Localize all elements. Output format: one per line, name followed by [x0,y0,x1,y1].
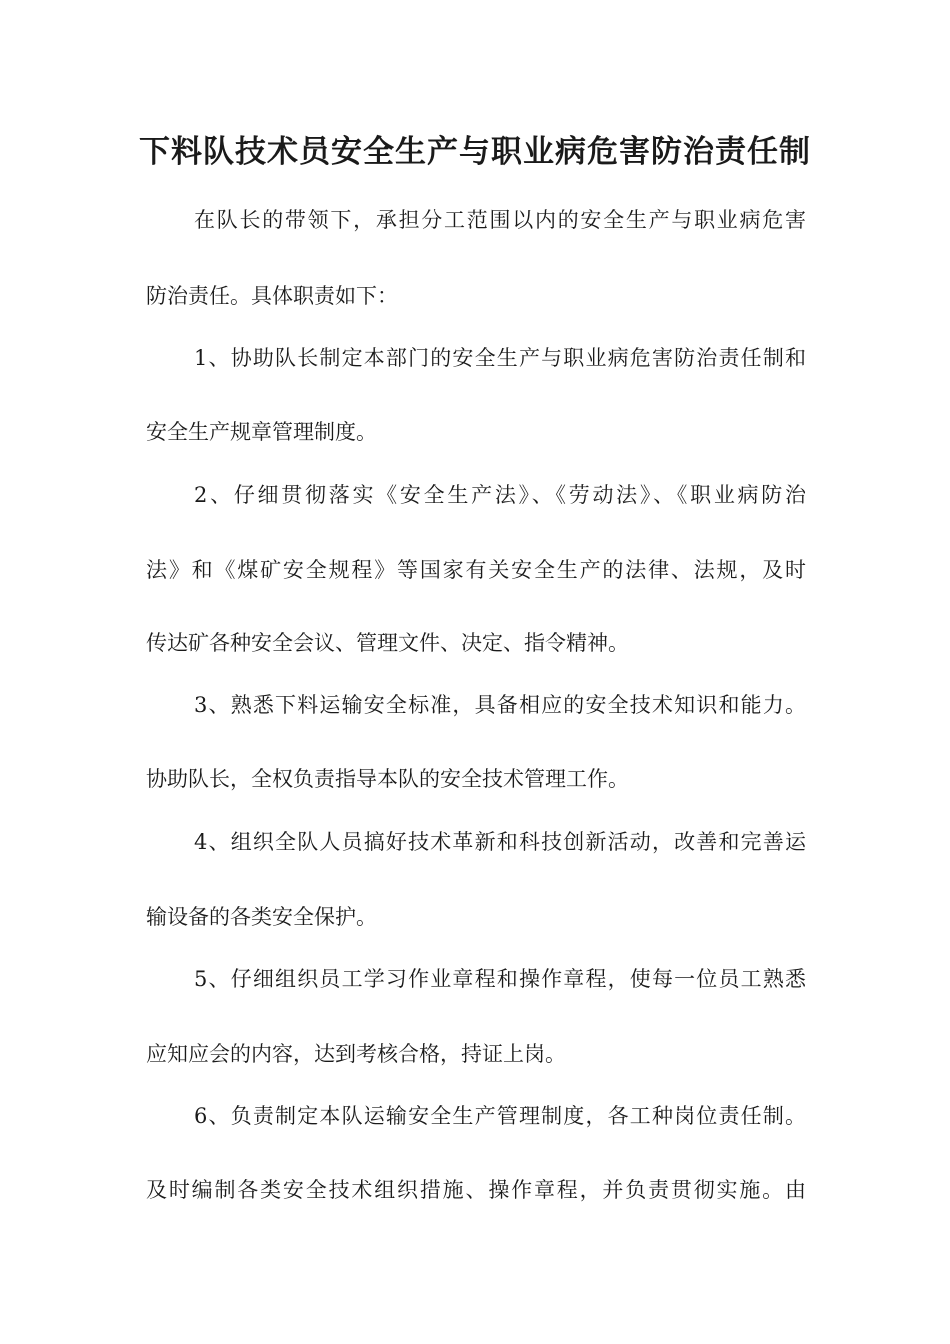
item-2-line-2: 法》和《煤矿安全规程》等国家有关安全生产的法律、法规，及时 [146,558,806,582]
item-2-line-3: 传达矿各种安全会议、管理文件、决定、指令精神。 [146,631,629,655]
item-4-line-1: 4、组织全队人员搞好技术革新和科技创新活动，改善和完善运 [194,830,806,854]
paragraph-intro-line-2: 防治责任。具体职责如下： [146,284,398,308]
item-2-line-1: 2、仔细贯彻落实《安全生产法》、《劳动法》、《职业病防治 [194,483,806,507]
item-5-line-2: 应知应会的内容，达到考核合格，持证上岗。 [146,1042,566,1066]
item-5-line-1: 5、仔细组织员工学习作业章程和操作章程，使每一位员工熟悉 [194,967,806,991]
document-title: 下料队技术员安全生产与职业病危害防治责任制 [139,134,811,170]
item-6-line-2: 及时编制各类安全技术组织措施、操作章程，并负责贯彻实施。由 [146,1178,806,1202]
item-6-line-1: 6、负责制定本队运输安全生产管理制度，各工种岗位责任制。 [194,1104,806,1128]
item-3-line-1: 3、熟悉下料运输安全标准，具备相应的安全技术知识和能力。 [194,693,806,717]
item-1-line-2: 安全生产规章管理制度。 [146,420,377,444]
item-3-line-2: 协助队长，全权负责指导本队的安全技术管理工作。 [146,767,629,791]
item-1-line-1: 1、协助队长制定本部门的安全生产与职业病危害防治责任制和 [194,346,806,370]
item-4-line-2: 输设备的各类安全保护。 [146,905,377,929]
paragraph-intro-line-1: 在队长的带领下，承担分工范围以内的安全生产与职业病危害 [194,208,806,232]
